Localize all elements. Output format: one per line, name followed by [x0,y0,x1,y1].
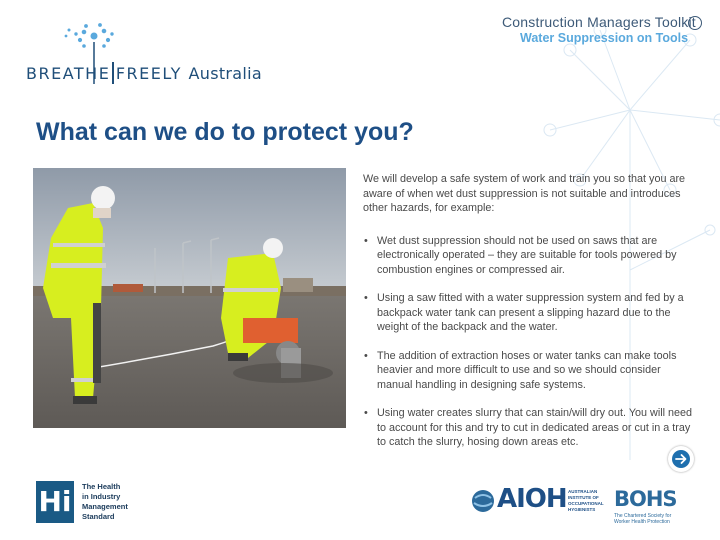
hi-text-line: Standard [82,512,115,521]
hi-logo-letters: Hi [38,485,72,518]
next-button[interactable] [668,446,694,472]
hi-standard-text [82,482,128,522]
aioh-globe-icon [470,488,496,514]
logo-word-freely: FREELY [115,64,182,83]
arrow-right-circle-icon [671,449,691,469]
bohs-sub-line: The Chartered Society for [614,513,672,519]
bullet-item: • Using water creates slurry that can stain/will dry out. You will need to account for this and try to cut in dedicated areas or cut in a tray to catch the slurry, hosing down areas etc. [363,406,693,450]
hi-text-line: Management [82,502,128,511]
logo-word-breathe: BREATHE [26,64,111,83]
aioh-sub-line: INSTITUTE OF [568,495,599,500]
bullet-item: • The addition of extraction hoses or water tanks can make tools heavier and more difficult to use and so we should consider manual handling in designing safe systems. [363,349,693,393]
aioh-subtitle [568,489,604,513]
hi-text-line: The Health [82,482,121,491]
page-title: What can we do to protect you? [36,118,414,146]
aioh-sub-line: HYGIENISTS [568,507,596,512]
toolkit-menu-icon[interactable] [688,16,702,30]
workers-cutting-photo [33,168,346,428]
content-text-block [363,172,693,464]
bohs-sub-line: Worker Health Protection [614,519,670,525]
intro-paragraph: We will develop a safe system of work and train you so that you are aware of when wet dust suppression is not suitable and introduces other hazards, for example: [363,173,686,214]
bohs-subtitle [614,513,671,525]
toolkit-title: Construction Managers Toolkit [502,14,696,30]
hi-logo [36,481,74,523]
logo-wordmark [26,62,262,84]
bullet-item: • Using a saw fitted with a water suppression system and fed by a backpack water tank can present a slipping hazard due to the weight of the backpack and the water. [363,291,693,335]
toolkit-title-block [502,14,702,45]
aioh-sub-line: AUSTRALIAN [568,489,598,494]
logo-word-australia: Australia [188,64,263,83]
aioh-sub-line: OCCUPATIONAL [568,501,604,506]
bullet-item: • Wet dust suppression should not be used on saws that are electronically operated – they are suitable for tools powered by combustion engines or compressed air. [363,234,693,278]
bullet-list [363,234,693,450]
toolkit-subtitle: Water Suppression on Tools [520,31,689,45]
hi-text-line: in Industry [82,492,121,501]
aioh-wordmark: AIOH [497,484,567,514]
bohs-wordmark: BOHS [614,487,677,511]
